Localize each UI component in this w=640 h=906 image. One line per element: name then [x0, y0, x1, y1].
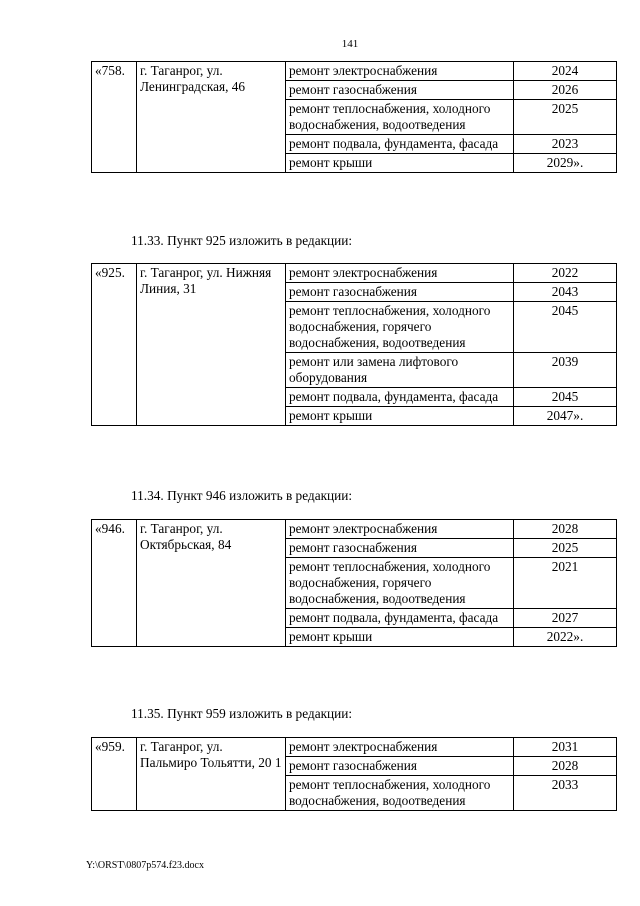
work-year: 2043 [514, 283, 617, 302]
work-year: 2045 [514, 388, 617, 407]
table-row [92, 62, 617, 81]
instruction-paragraph: 11.35. Пункт 959 изложить в редакции: [131, 706, 353, 721]
work-year: 2023 [514, 135, 617, 154]
work-table-959 [91, 737, 617, 811]
work-year: 2029». [514, 154, 617, 173]
work-table-925 [91, 263, 617, 426]
work-name: ремонт электроснабжения [286, 62, 514, 81]
work-name: ремонт электроснабжения [286, 738, 514, 757]
work-year: 2033 [514, 776, 617, 811]
work-name: ремонт газоснабжения [286, 283, 514, 302]
item-address: г. Таганрог, ул. Пальмиро Тольятти, 20 1 [137, 738, 286, 811]
work-name: ремонт подвала, фундамента, фасада [286, 135, 514, 154]
work-year: 2047». [514, 407, 617, 426]
work-name: ремонт крыши [286, 628, 514, 647]
work-year: 2022». [514, 628, 617, 647]
work-table-946 [91, 519, 617, 647]
work-name: ремонт теплоснабжения, холодного водоснабжения, водоотведения [286, 100, 514, 135]
table-row [92, 264, 617, 283]
work-name: ремонт газоснабжения [286, 81, 514, 100]
work-name: ремонт теплоснабжения, холодного водоснабжения, горячего водоснабжения, водоотведения [286, 302, 514, 353]
table-row [92, 520, 617, 539]
work-year: 2025 [514, 539, 617, 558]
instruction-paragraph: 11.34. Пункт 946 изложить в редакции: [131, 488, 353, 503]
work-year: 2028 [514, 520, 617, 539]
file-path-footer: Y:\ORST\0807p574.f23.docx [86, 860, 204, 871]
item-address: г. Таганрог, ул. Нижняя Линия, 31 [137, 264, 286, 426]
work-name: ремонт крыши [286, 154, 514, 173]
item-number: «946. [92, 520, 137, 647]
work-name: ремонт подвала, фундамента, фасада [286, 609, 514, 628]
work-name: ремонт или замена лифтового оборудования [286, 353, 514, 388]
item-address: г. Таганрог, ул. Октябрьская, 84 [137, 520, 286, 647]
work-name: ремонт теплоснабжения, холодного водоснабжения, горячего водоснабжения, водоотведения [286, 558, 514, 609]
work-year: 2027 [514, 609, 617, 628]
instruction-paragraph: 11.33. Пункт 925 изложить в редакции: [131, 233, 353, 248]
item-number: «758. [92, 62, 137, 173]
work-year: 2031 [514, 738, 617, 757]
work-year: 2039 [514, 353, 617, 388]
item-number: «959. [92, 738, 137, 811]
work-year: 2026 [514, 81, 617, 100]
item-number: «925. [92, 264, 137, 426]
work-year: 2021 [514, 558, 617, 609]
table-row [92, 738, 617, 757]
work-name: ремонт газоснабжения [286, 539, 514, 558]
work-name: ремонт электроснабжения [286, 264, 514, 283]
work-year: 2045 [514, 302, 617, 353]
work-name: ремонт теплоснабжения, холодного водоснабжения, водоотведения [286, 776, 514, 811]
work-year: 2024 [514, 62, 617, 81]
page-number: 141 [341, 38, 359, 50]
item-address: г. Таганрог, ул. Ленинградская, 46 [137, 62, 286, 173]
work-table-758 [91, 61, 617, 173]
work-name: ремонт электроснабжения [286, 520, 514, 539]
work-name: ремонт подвала, фундамента, фасада [286, 388, 514, 407]
work-year: 2025 [514, 100, 617, 135]
work-name: ремонт крыши [286, 407, 514, 426]
work-year: 2022 [514, 264, 617, 283]
work-year: 2028 [514, 757, 617, 776]
work-name: ремонт газоснабжения [286, 757, 514, 776]
